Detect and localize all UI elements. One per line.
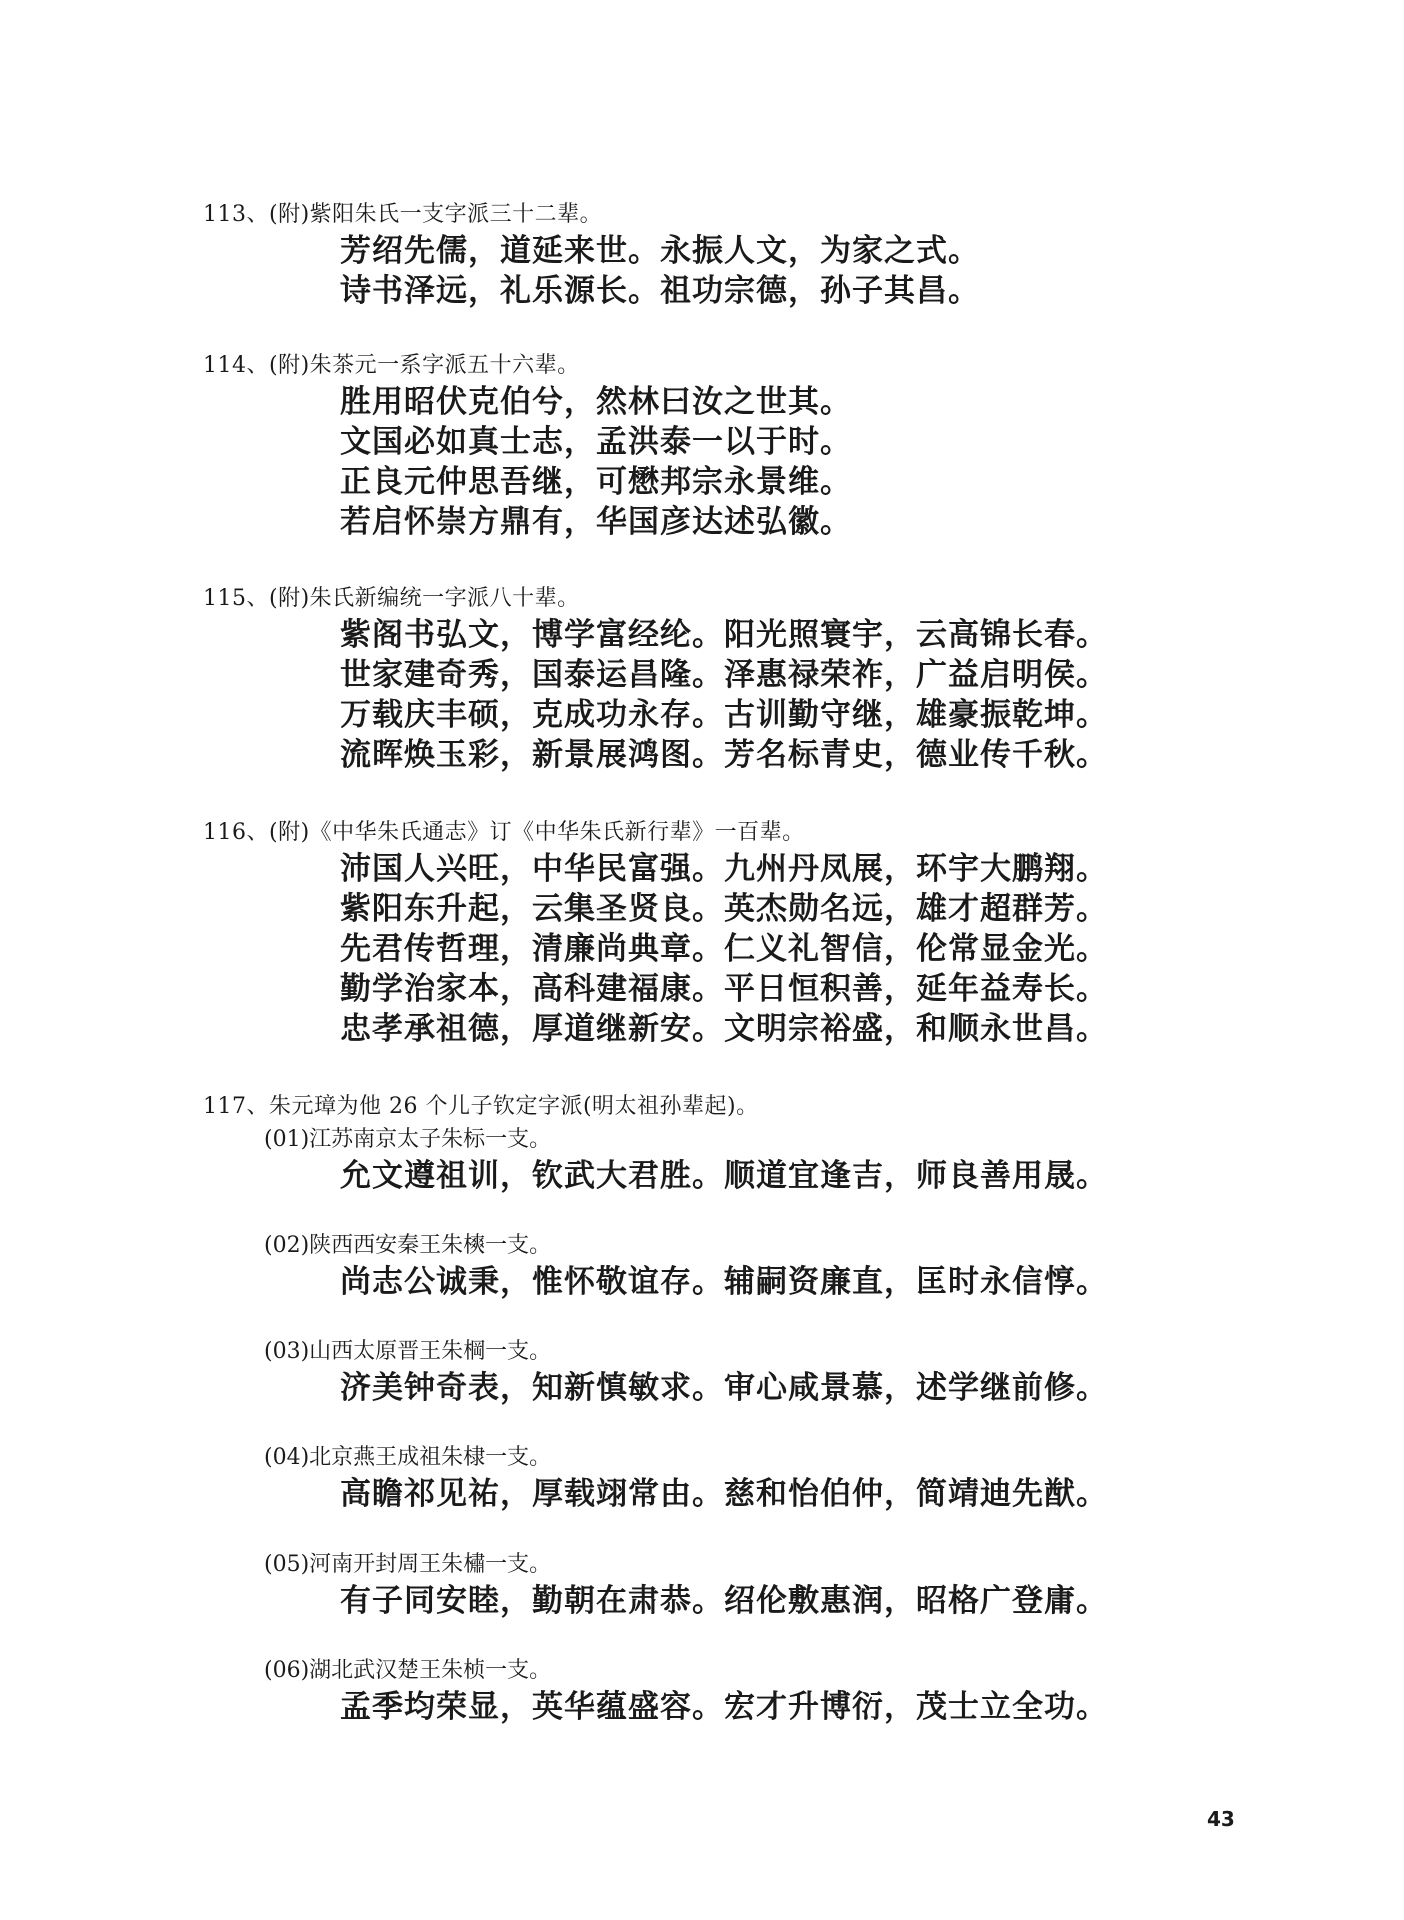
entry-title: 114、(附)朱茶元一系字派五十六辈。: [203, 353, 580, 378]
poem-line: 允文遵祖训，钦武大君胜。顺道宜逢吉，师良善用晟。: [340, 1158, 1108, 1194]
poem-line: 芳绍先儒，道延来世。永振人文，为家之式。: [340, 233, 980, 269]
poem-line: 先君传哲理，清廉尚典章。仁义礼智信，伦常显金光。: [340, 931, 1108, 967]
poem-line: 忠孝承祖德，厚道继新安。文明宗裕盛，和顺永世昌。: [340, 1011, 1108, 1047]
poem-line: 紫阁书弘文，博学富经纶。阳光照寰宇，云高锦长春。: [340, 617, 1108, 653]
lineage-entry-114: [203, 352, 1203, 542]
sub-entry-title: (05)河南开封周王朱橚一支。: [264, 1552, 552, 1577]
sub-entry-04: [264, 1444, 1224, 1514]
poem-line: 世家建奇秀，国泰运昌隆。泽惠禄荣祚，广益启明侯。: [340, 657, 1108, 693]
poem-line: 勤学治家本，高科建福康。平日恒积善，延年益寿长。: [340, 971, 1108, 1007]
poem-line: 尚志公诚秉，惟怀敬谊存。辅嗣资廉直，匡时永信惇。: [340, 1264, 1108, 1300]
sub-entry-01: [264, 1126, 1224, 1196]
sub-entry-05: [264, 1551, 1224, 1621]
lineage-entry-117: [203, 1093, 1203, 1123]
sub-entry-title: (06)湖北武汉楚王朱桢一支。: [264, 1658, 552, 1683]
poem-line: 正良元仲思吾继，可懋邦宗永景维。: [340, 464, 852, 500]
poem-line: 高瞻祁见祐，厚载翊常由。慈和怡伯仲，简靖迪先猷。: [340, 1476, 1108, 1512]
poem-line: 胜用昭伏克伯兮，然林曰汝之世其。: [340, 384, 852, 420]
entry-title: 117、朱元璋为他 26 个儿子钦定字派(明太祖孙辈起)。: [203, 1094, 759, 1119]
lineage-entry-115: [203, 585, 1203, 775]
poem-line: 若启怀崇方鼎有，华国彦达述弘徽。: [340, 504, 852, 540]
poem-line: 济美钟奇表，知新慎敏求。审心咸景慕，述学继前修。: [340, 1370, 1108, 1406]
entry-title: 113、(附)紫阳朱氏一支字派三十二辈。: [203, 202, 603, 227]
sub-entry-title: (04)北京燕王成祖朱棣一支。: [264, 1445, 552, 1470]
sub-entry-03: [264, 1338, 1224, 1408]
poem-line: 沛国人兴旺，中华民富强。九州丹凤展，环宇大鹏翔。: [340, 851, 1108, 887]
poem-line: 流晖焕玉彩，新景展鸿图。芳名标青史，德业传千秋。: [340, 737, 1108, 773]
sub-entry-title: (02)陕西西安秦王朱樉一支。: [264, 1233, 552, 1258]
lineage-entry-113: [203, 201, 1203, 311]
poem-line: 有子同安睦，勤朝在肃恭。绍伦敷惠润，昭格广登庸。: [340, 1583, 1108, 1619]
entry-title: 115、(附)朱氏新编统一字派八十辈。: [203, 586, 580, 611]
page-number: 43: [1207, 1807, 1235, 1831]
lineage-entry-116: [203, 819, 1203, 1049]
entry-title: 116、(附)《中华朱氏通志》订《中华朱氏新行辈》一百辈。: [203, 820, 805, 845]
sub-entry-title: (03)山西太原晋王朱棡一支。: [264, 1339, 552, 1364]
poem-line: 万载庆丰硕，克成功永存。古训勤守继，雄豪振乾坤。: [340, 697, 1108, 733]
sub-entry-06: [264, 1657, 1224, 1727]
poem-line: 紫阳东升起，云集圣贤良。英杰勋名远，雄才超群芳。: [340, 891, 1108, 927]
poem-line: 诗书泽远，礼乐源长。祖功宗德，孙子其昌。: [340, 273, 980, 309]
poem-line: 孟季均荣显，英华蕴盛容。宏才升博衍，茂士立全功。: [340, 1689, 1108, 1725]
sub-entry-title: (01)江苏南京太子朱标一支。: [264, 1127, 552, 1152]
sub-entry-02: [264, 1232, 1224, 1302]
poem-line: 文国必如真士志，孟洪泰一以于时。: [340, 424, 852, 460]
